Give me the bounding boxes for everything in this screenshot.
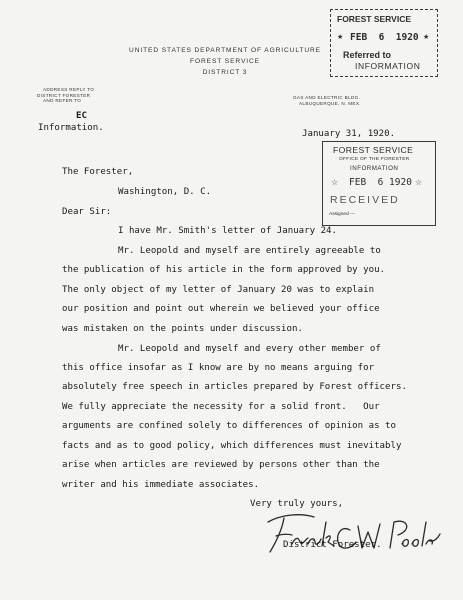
stamp-top-information: INFORMATION [355, 61, 421, 71]
stamp-top-referred: Referred to [343, 50, 392, 60]
refer-code: EC [76, 111, 87, 121]
location-line-1: GAS AND ELECTRIC BLDG. [293, 95, 361, 100]
body-line: this office insofar as I know are by no means arguing for [62, 363, 375, 373]
letter-date: January 31, 1920. [302, 129, 396, 139]
recipient-line-2: Washington, D. C. [118, 187, 212, 197]
address-reply-line-3: AND REFER TO [43, 98, 82, 104]
stamp-top-star-right: ★ [423, 34, 430, 41]
recipient-line-1: The Forester, [62, 167, 134, 177]
body-line: Mr. Leopold and myself are entirely agreeable to [118, 246, 381, 256]
salutation: Dear Sir: [62, 207, 112, 217]
body-line: writer and his immediate associates. [62, 480, 260, 490]
stamp-top-line1: FOREST SERVICE [337, 14, 411, 24]
stamp-mid-star-right: ☆ [415, 178, 423, 187]
body-line: arguments are confined solely to differences of opinion as to [62, 421, 396, 431]
stamp-top-star-left: ★ [337, 34, 344, 41]
stamp-mid-line1: FOREST SERVICE [333, 145, 414, 155]
stamp-top-date: FEB 6 1920 [350, 32, 419, 43]
received-stamp-office [322, 141, 436, 226]
stamp-mid-date: FEB 6 1920 [349, 177, 412, 188]
body-line: facts and as to good policy, which differences must inevitably [62, 441, 402, 451]
location-block [293, 95, 403, 106]
stamp-mid-line3: INFORMATION [350, 165, 399, 172]
body-line: I have Mr. Smith's letter of January 24. [118, 226, 337, 236]
address-reply-block [37, 87, 117, 104]
received-stamp-top [330, 9, 438, 77]
body-line: The only object of my letter of January 20 was to explain [62, 285, 375, 295]
body-line: absolutely free speech in articles prepared by Forest officers. [62, 382, 407, 392]
letterhead-district: DISTRICT 3 [202, 69, 248, 76]
body-line: the publication of his article in the form approved by you. [62, 265, 386, 275]
body-line: Mr. Leopold and myself and every other member of [118, 344, 381, 354]
stamp-mid-received: RECEIVED [330, 194, 400, 206]
stamp-mid-line2: OFFICE OF THE FORESTER [339, 157, 410, 162]
body-line: was mistaken on the points under discussion. [62, 324, 303, 334]
body-line: We fully appreciate the necessity for a solid front. Our [62, 402, 380, 412]
letterhead-department: UNITED STATES DEPARTMENT OF AGRICULTURE [129, 47, 321, 54]
body-line: our position and point out wherein we believed your office [62, 304, 380, 314]
address-reply-line-2: DISTRICT FORESTER [37, 92, 91, 98]
body-line: arise when articles are reviewed by persons other than the [62, 460, 380, 470]
handwritten-signature [262, 508, 442, 558]
stamp-mid-assigned: Assigned --- [329, 212, 355, 217]
address-reply-line-1: ADDRESS REPLY TO [43, 87, 95, 92]
signer-title: District Forester. [283, 540, 382, 550]
stamp-mid-star-left: ☆ [331, 178, 339, 187]
letterhead-service: FOREST SERVICE [190, 58, 260, 65]
closing: Very truly yours, [250, 499, 344, 509]
location-line-2: ALBUQUERQUE, N. MEX. [299, 100, 361, 106]
refer-subject: Information. [38, 123, 104, 133]
